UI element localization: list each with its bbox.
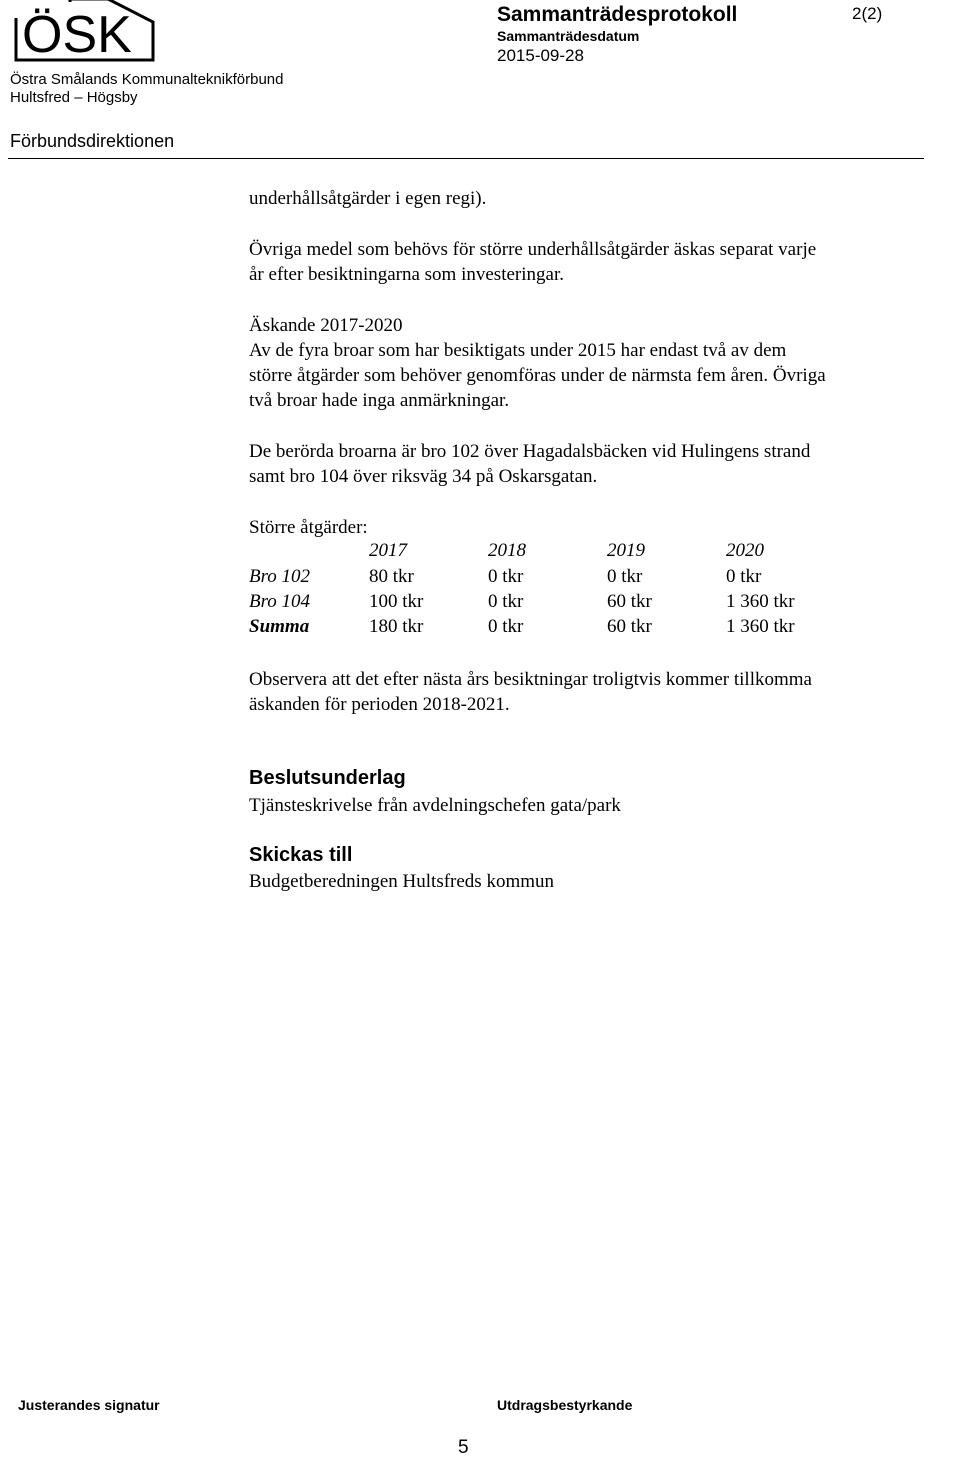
table-row-label: Bro 104 [249,591,311,612]
page-indicator: 2(2) [852,4,883,23]
paragraph-other-funds-line2: år efter besiktningarna som investeringar. [249,264,564,285]
table-cell: 0 tkr [488,616,524,637]
paragraph-continuation: underhållsåtgärder i egen regi). [249,188,487,209]
paragraph-other-funds-line1: Övriga medel som behövs för större underhållsåtgärder äskas separat varje [249,239,817,260]
paragraph-bridges-line2: större åtgärder som behöver genomföras under de närmsta fem åren. Övriga [249,365,826,386]
heading-decision-basis: Beslutsunderlag [249,767,406,789]
svg-text:ÖSK: ÖSK [22,6,132,64]
meeting-date-value: 2015-09-28 [497,46,584,65]
paragraph-note-line2: äskanden för perioden 2018-2021. [249,694,510,715]
table-row-label-total: Summa [249,616,310,637]
paragraph-affected-bridges-line2: samt bro 104 över riksväg 34 på Oskarsgatan. [249,466,598,487]
table-cell: 60 tkr [607,616,652,637]
table-cell: 1 360 tkr [726,616,795,637]
table-year-header: 2019 [607,540,645,561]
table-cell: 0 tkr [488,566,524,587]
osk-logo [8,0,158,64]
section-heading-request: Äskande 2017-2020 [249,315,403,336]
page-number: 5 [458,1437,469,1458]
table-cell: 1 360 tkr [726,591,795,612]
table-year-header: 2018 [488,540,526,561]
table-cell: 0 tkr [607,566,643,587]
table-cell: 100 tkr [369,591,424,612]
paragraph-bridges-line1: Av de fyra broar som har besiktigats under 2015 har endast två av dem [249,340,787,361]
send-to-text: Budgetberedningen Hultsfreds kommun [249,871,555,892]
paragraph-affected-bridges-line1: De berörda broarna är bro 102 över Hagadalsbäcken vid Hulingens strand [249,441,811,462]
organization-name: Östra Smålands Kommunalteknikförbund [10,71,284,88]
heading-send-to: Skickas till [249,844,353,866]
extract-certification-label: Utdragsbestyrkande [497,1397,633,1413]
table-cell: 60 tkr [607,591,652,612]
table-year-header: 2017 [369,540,407,561]
table-cell: 180 tkr [369,616,424,637]
table-year-header: 2020 [726,540,764,561]
paragraph-note-line1: Observera att det efter nästa års besiktningar troligtvis kommer tillkomma [249,669,812,690]
header-divider [8,158,924,159]
table-cell: 0 tkr [726,566,762,587]
table-cell: 80 tkr [369,566,414,587]
organization-municipalities: Hultsfred – Högsby [10,89,138,106]
document-title: Sammanträdesprotokoll [497,3,738,26]
meeting-date-label: Sammanträdesdatum [497,28,640,44]
department-name: Förbundsdirektionen [10,131,175,151]
table-cell: 0 tkr [488,591,524,612]
table-row-label: Bro 102 [249,566,311,587]
table-caption: Större åtgärder: [249,517,368,538]
paragraph-bridges-line3: två broar hade inga anmärkningar. [249,390,510,411]
decision-basis-text: Tjänsteskrivelse från avdelningschefen gata/park [249,795,621,816]
signature-label: Justerandes signatur [18,1397,160,1413]
